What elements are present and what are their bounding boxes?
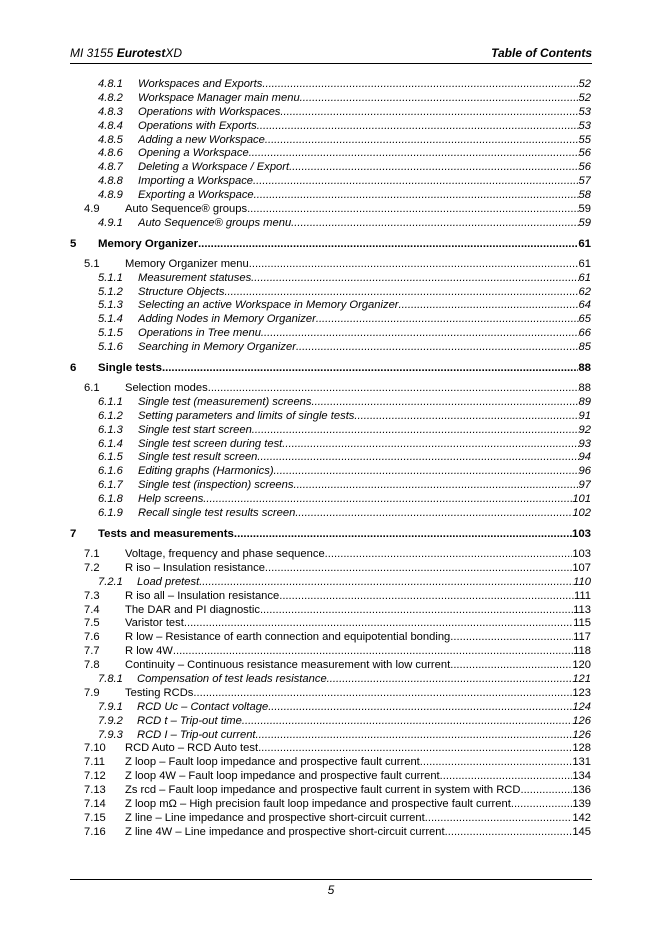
toc-entry-page: 57 (578, 175, 591, 188)
toc-entry-title: RCD Uc – Contact voltage (137, 700, 269, 713)
toc-entry-number: 4.8.1 (98, 78, 123, 90)
toc-entry-title: Adding Nodes in Memory Organizer (138, 313, 316, 326)
toc-dot-leader (256, 729, 573, 743)
toc-entry-title: Z line 4W – Line impedance and prospective short-circuit current (125, 825, 445, 838)
toc-entry-page: 53 (578, 119, 591, 132)
toc-entry[interactable] (70, 106, 591, 120)
toc-entry[interactable] (70, 617, 591, 631)
toc-dot-leader (282, 438, 578, 452)
toc-entry-number: 7.5 (84, 617, 100, 630)
toc-entry-title: Operations with Workspaces (138, 105, 281, 118)
toc-entry-page: 61 (578, 271, 591, 284)
toc-entry-number: 7.2.1 (98, 575, 123, 588)
toc-entry-title: Help screens (138, 493, 204, 506)
toc-entry-page: 142 (572, 811, 591, 824)
toc-entry[interactable] (70, 576, 591, 590)
toc-dot-leader (249, 147, 579, 161)
toc-entry-number: 7.3 (84, 589, 100, 602)
toc-entry-number: 6.1.2 (98, 409, 123, 422)
toc-entry[interactable] (70, 217, 591, 231)
toc-entry-title: Single test (measurement) screens (138, 395, 312, 408)
toc-entry-title: Setting parameters and limits of single tests (138, 409, 355, 422)
toc-entry-number: 7.8.1 (98, 672, 123, 685)
toc-entry-title: Single test (inspection) screens (138, 479, 294, 492)
toc-entry-page: 88 (578, 382, 591, 395)
toc-entry-title: Selecting an active Workspace in Memory Organizer (138, 299, 399, 312)
toc-entry[interactable] (70, 526, 591, 542)
toc-entry-number: 5.1.6 (98, 341, 123, 354)
toc-entry-number: 4.8.4 (98, 119, 123, 132)
toc-entry-number: 4.8.3 (98, 105, 123, 118)
toc-dot-leader (291, 217, 578, 231)
toc-entry-page: 85 (578, 341, 591, 354)
toc-entry[interactable] (70, 770, 591, 784)
toc-entry-title: R iso – Insulation resistance (125, 561, 265, 574)
toc-dot-leader (234, 526, 572, 542)
toc-dot-leader (203, 493, 572, 507)
toc-entry-number: 5.1.1 (98, 271, 123, 284)
toc-entry-number: 6.1.5 (98, 451, 123, 464)
toc-entry-title: Operations with Exports (138, 119, 257, 132)
toc-entry-title: Deleting a Workspace / Export (138, 161, 290, 174)
toc-entry-number: 7.15 (84, 811, 106, 824)
toc-entry[interactable] (70, 659, 591, 673)
toc-entry[interactable] (70, 715, 591, 729)
toc-entry-title: Z line – Line impedance and prospective short-circuit current (125, 811, 425, 824)
toc-entry-page: 131 (572, 756, 591, 769)
toc-entry[interactable] (70, 258, 591, 272)
page-number: 5 (327, 883, 335, 897)
toc-entry-title: Single tests (98, 362, 162, 375)
toc-entry-title: Compensation of test leads resistance (137, 672, 327, 685)
toc-dot-leader (173, 645, 573, 659)
toc-entry-number: 7.12 (84, 770, 106, 783)
toc-entry-page: 52 (578, 78, 591, 90)
toc-dot-leader (293, 479, 578, 493)
toc-dot-leader (311, 396, 578, 410)
toc-entry[interactable] (70, 313, 591, 327)
toc-dot-leader (258, 742, 572, 756)
toc-entry-title: Auto Sequence® groups (125, 203, 248, 216)
toc-entry-title: The DAR and PI diagnostic (125, 603, 260, 616)
toc-entry-number: 7.2 (84, 561, 100, 574)
toc-entry-page: 115 (573, 617, 591, 630)
toc-entry-number: 7 (70, 527, 77, 540)
toc-dot-leader (208, 382, 579, 396)
toc-entry-page: 53 (578, 105, 591, 118)
toc-entry[interactable] (70, 562, 591, 576)
toc-dot-leader (295, 507, 572, 521)
toc-entry-page: 55 (578, 133, 591, 146)
footer-divider (70, 879, 592, 880)
toc-entry-page: 93 (578, 437, 591, 450)
toc-entry-page: 92 (578, 423, 591, 436)
toc-entry-number: 5.1 (84, 257, 100, 270)
toc-entry-title: Tests and measurements (98, 527, 234, 540)
page-header (70, 46, 592, 62)
toc-dot-leader (300, 92, 579, 106)
doc-model: MI 3155 (70, 46, 117, 60)
toc-entry-page: 121 (572, 672, 591, 685)
toc-entry-title: R iso all – Insulation resistance (125, 589, 280, 602)
toc-entry-number: 7.7 (84, 645, 100, 658)
toc-entry[interactable] (70, 424, 591, 438)
toc-entry[interactable] (70, 78, 591, 92)
toc-entry[interactable] (70, 286, 591, 300)
toc-entry-page: 56 (578, 147, 591, 160)
toc-entry[interactable] (70, 507, 591, 521)
toc-entry-page: 64 (578, 299, 591, 312)
toc-entry-page: 134 (572, 770, 591, 783)
doc-brand: Eurotest (116, 46, 166, 60)
toc-entry-number: 4.8.8 (98, 175, 123, 188)
toc-entry-number: 7.6 (84, 631, 100, 644)
toc-entry-title: Load pretest (137, 575, 200, 588)
toc-entry-title: Z loop – Fault loop impedance and prospective fault current (125, 756, 420, 769)
toc-entry[interactable] (70, 687, 591, 701)
toc-entry-title: Adding a new Workspace (138, 133, 265, 146)
toc-dot-leader (280, 106, 578, 120)
toc-entry-number: 5.1.4 (98, 313, 123, 326)
toc-entry-number: 7.13 (84, 784, 106, 797)
toc-dot-leader (252, 424, 579, 438)
toc-entry[interactable] (70, 175, 591, 189)
toc-entry-number: 7.14 (84, 797, 106, 810)
toc-entry-number: 7.4 (84, 603, 100, 616)
toc-entry-page: 91 (578, 409, 591, 422)
toc-entry-number: 4.8.7 (98, 161, 123, 174)
toc-dot-leader (520, 784, 572, 798)
toc-dot-leader (265, 562, 572, 576)
toc-entry-title: Recall single test results screen (138, 507, 296, 520)
toc-dot-leader (316, 313, 579, 327)
toc-entry-number: 6 (70, 362, 77, 375)
toc-dot-leader (445, 826, 573, 840)
toc-entry[interactable] (70, 382, 591, 396)
toc-entry-number: 6.1.4 (98, 437, 123, 450)
toc-entry[interactable] (70, 147, 591, 161)
toc-entry[interactable] (70, 410, 591, 424)
toc-dot-leader (251, 272, 578, 286)
toc-entry-number: 7.1 (84, 547, 100, 560)
toc-entry-page: 128 (572, 742, 591, 755)
toc-dot-leader (327, 673, 573, 687)
toc-entry-title: Operations in Tree menu (138, 327, 261, 340)
toc-entry-page: 139 (572, 797, 591, 810)
toc-entry-title: Z loop mΩ – High precision fault loop impedance and prospective fault current (125, 797, 511, 810)
toc-entry[interactable] (70, 604, 591, 618)
toc-entry-page: 126 (572, 728, 591, 741)
toc-entry-title: R low – Resistance of earth connection and equipotential bonding (125, 631, 451, 644)
toc-entry-page: 62 (578, 285, 591, 298)
toc-entry-page: 113 (573, 603, 591, 616)
toc-dot-leader (253, 175, 579, 189)
toc-dot-leader (162, 360, 578, 376)
toc-entry-page: 89 (578, 395, 591, 408)
toc-entry[interactable] (70, 92, 591, 106)
toc-entry[interactable] (70, 479, 591, 493)
toc-entry-title: Selection modes (125, 382, 208, 395)
toc-dot-leader (261, 327, 579, 341)
toc-entry-page: 66 (578, 327, 591, 340)
toc-entry[interactable] (70, 299, 591, 313)
toc-dot-leader (268, 701, 572, 715)
toc-dot-leader (265, 134, 579, 148)
toc-entry[interactable] (70, 812, 591, 826)
toc-dot-leader (450, 631, 573, 645)
toc-entry-title: Single test start screen (138, 423, 252, 436)
toc-entry-page: 97 (578, 479, 591, 492)
toc-entry-page: 52 (578, 91, 591, 104)
toc-entry-page: 56 (578, 161, 591, 174)
toc-entry[interactable] (70, 438, 591, 452)
toc-entry[interactable] (70, 756, 591, 770)
toc-entry[interactable] (70, 360, 591, 376)
toc-entry-number: 6.1.7 (98, 479, 123, 492)
toc-dot-leader (193, 687, 572, 701)
toc-entry[interactable] (70, 203, 591, 217)
toc-dot-leader (279, 590, 574, 604)
toc-dot-leader (420, 756, 573, 770)
toc-entry-title: Memory Organizer menu (125, 257, 249, 270)
toc-dot-leader (296, 341, 579, 355)
toc-dot-leader (198, 236, 578, 252)
toc-dot-leader (289, 161, 578, 175)
toc-entry-page: 61 (578, 257, 591, 270)
toc-entry[interactable] (70, 742, 591, 756)
toc-entry-title: Workspaces and Exports (138, 78, 263, 90)
toc-entry[interactable] (70, 631, 591, 645)
toc-dot-leader (257, 451, 578, 465)
toc-entry-number: 5.1.2 (98, 285, 123, 298)
doc-suffix: XD (165, 46, 183, 60)
toc-entry-page: 101 (572, 493, 591, 506)
toc-entry[interactable] (70, 673, 591, 687)
toc-entry-page: 107 (572, 561, 591, 574)
toc-entry-number: 7.9.3 (98, 728, 123, 741)
toc-entry[interactable] (70, 798, 591, 812)
toc-dot-leader (224, 286, 578, 300)
toc-entry[interactable] (70, 590, 591, 604)
toc-entry[interactable] (70, 451, 591, 465)
toc-entry-number: 4.8.6 (98, 147, 123, 160)
toc-dot-leader (440, 770, 573, 784)
toc-entry-number: 7.11 (84, 756, 105, 769)
toc-entry-title: RCD t – Trip-out time (137, 714, 242, 727)
toc-entry[interactable] (70, 327, 591, 341)
toc-dot-leader (247, 203, 578, 217)
toc-dot-leader (325, 548, 573, 562)
toc-entry-page: 124 (572, 700, 591, 713)
toc-entry-title: Importing a Workspace (138, 175, 254, 188)
toc-dot-leader (425, 812, 573, 826)
toc-entry-number: 6.1.6 (98, 465, 123, 478)
toc-entry-page: 59 (578, 216, 591, 229)
toc-entry-title: R low 4W (125, 645, 173, 658)
toc-entry-page: 126 (572, 714, 591, 727)
toc-entry-number: 4.8.5 (98, 133, 123, 146)
toc-entry-number: 5.1.5 (98, 327, 123, 340)
toc-entry-title: RCD I – Trip-out current (137, 728, 256, 741)
toc-entry-title: Structure Objects (138, 285, 225, 298)
toc-entry-title: Z loop 4W – Fault loop impedance and prospective fault current (125, 770, 440, 783)
toc-dot-leader (354, 410, 578, 424)
toc-entry[interactable] (70, 729, 591, 743)
section-title: Table of Contents (491, 46, 592, 60)
toc-entry-title: Exporting a Workspace (138, 189, 254, 202)
toc-entry-number: 6.1.3 (98, 423, 123, 436)
toc-entry-number: 7.9.2 (98, 714, 123, 727)
toc-entry-title: Varistor test (125, 617, 184, 630)
toc-entry-title: Zs rcd – Fault loop impedance and prospective fault current in system with RCD (125, 784, 521, 797)
toc-entry-number: 6.1.9 (98, 507, 123, 520)
toc-entry-number: 5.1.3 (98, 299, 123, 312)
toc-entry-page: 110 (573, 575, 591, 588)
toc-entry[interactable] (70, 341, 591, 355)
toc-entry-page: 123 (572, 686, 591, 699)
toc-entry[interactable] (70, 826, 591, 840)
toc-entry[interactable] (70, 396, 591, 410)
toc-dot-leader (249, 258, 579, 272)
toc-entry-number: 4.9.1 (98, 216, 123, 229)
toc-entry-page: 120 (572, 659, 591, 672)
toc-entry-page: 118 (573, 645, 591, 658)
toc-entry-title: Continuity – Continuous resistance measurement with low current (125, 659, 451, 672)
toc-entry-page: 58 (578, 189, 591, 202)
toc-entry-page: 65 (578, 313, 591, 326)
toc-entry[interactable] (70, 272, 591, 286)
toc-entry[interactable] (70, 645, 591, 659)
toc-entry-title: Opening a Workspace (138, 147, 249, 160)
toc-entry-title: Measurement statuses (138, 271, 252, 284)
toc-entry-number: 7.10 (84, 742, 106, 755)
toc-entry[interactable] (70, 784, 591, 798)
toc-entry[interactable] (70, 465, 591, 479)
toc-entry[interactable] (70, 493, 591, 507)
toc-entry-number: 6.1.8 (98, 493, 123, 506)
toc-entry-title: Auto Sequence® groups menu (138, 216, 292, 229)
document-title (70, 46, 182, 60)
toc-entry-number: 4.9 (84, 203, 100, 216)
toc-entry-number: 7.8 (84, 659, 100, 672)
toc-entry-number: 5 (70, 237, 77, 250)
toc-dot-leader (184, 617, 573, 631)
toc-entry-page: 111 (573, 589, 591, 602)
toc-entry-number: 4.8.2 (98, 91, 123, 104)
toc-entry-title: Editing graphs (Harmonics) (138, 465, 274, 478)
toc-entry-page: 61 (578, 237, 591, 250)
header-divider (70, 63, 592, 64)
toc-entry-number: 7.9.1 (98, 700, 123, 713)
toc-entry-page: 59 (578, 203, 591, 216)
toc-dot-leader (399, 299, 579, 313)
toc-entry-title: Workspace Manager main menu (138, 91, 300, 104)
toc-entry-title: Memory Organizer (98, 237, 199, 250)
toc-entry-page: 117 (573, 631, 591, 644)
toc-entry[interactable] (70, 701, 591, 715)
toc-dot-leader (254, 189, 579, 203)
toc-entry[interactable] (70, 236, 591, 252)
toc-entry-page: 103 (571, 527, 591, 540)
toc-entry[interactable] (70, 161, 591, 175)
toc-dot-leader (199, 576, 573, 590)
toc-entry-number: 4.8.9 (98, 189, 123, 202)
toc-entry-number: 7.16 (84, 825, 106, 838)
toc-entry[interactable] (70, 134, 591, 148)
toc-dot-leader (450, 659, 572, 673)
toc-entry-page: 94 (578, 451, 591, 464)
toc-dot-leader (274, 465, 579, 479)
toc-entry-page: 88 (578, 362, 591, 375)
toc-entry-page: 103 (572, 547, 591, 560)
toc-dot-leader (511, 798, 572, 812)
toc-entry-title: Searching in Memory Organizer (138, 341, 296, 354)
toc-entry-page: 102 (572, 507, 591, 520)
toc-dot-leader (262, 78, 578, 92)
toc-entry-page: 96 (578, 465, 591, 478)
toc-entry-number: 7.9 (84, 686, 100, 699)
toc-entry-title: RCD Auto – RCD Auto test (125, 742, 259, 755)
toc-entry-title: Single test result screen (138, 451, 258, 464)
toc-dot-leader (260, 604, 573, 618)
toc-dot-leader (257, 120, 579, 134)
toc-entry-number: 6.1 (84, 382, 100, 395)
table-of-contents (70, 78, 591, 840)
toc-entry-title: Voltage, frequency and phase sequence (125, 547, 325, 560)
toc-entry[interactable] (70, 120, 591, 134)
toc-entry-number: 6.1.1 (98, 395, 123, 408)
toc-entry-title: Single test screen during test (138, 437, 283, 450)
toc-dot-leader (242, 715, 572, 729)
toc-entry-page: 136 (572, 784, 591, 797)
toc-entry[interactable] (70, 189, 591, 203)
toc-entry-title: Testing RCDs (125, 686, 194, 699)
toc-entry-page: 145 (572, 825, 591, 838)
toc-entry[interactable] (70, 548, 591, 562)
